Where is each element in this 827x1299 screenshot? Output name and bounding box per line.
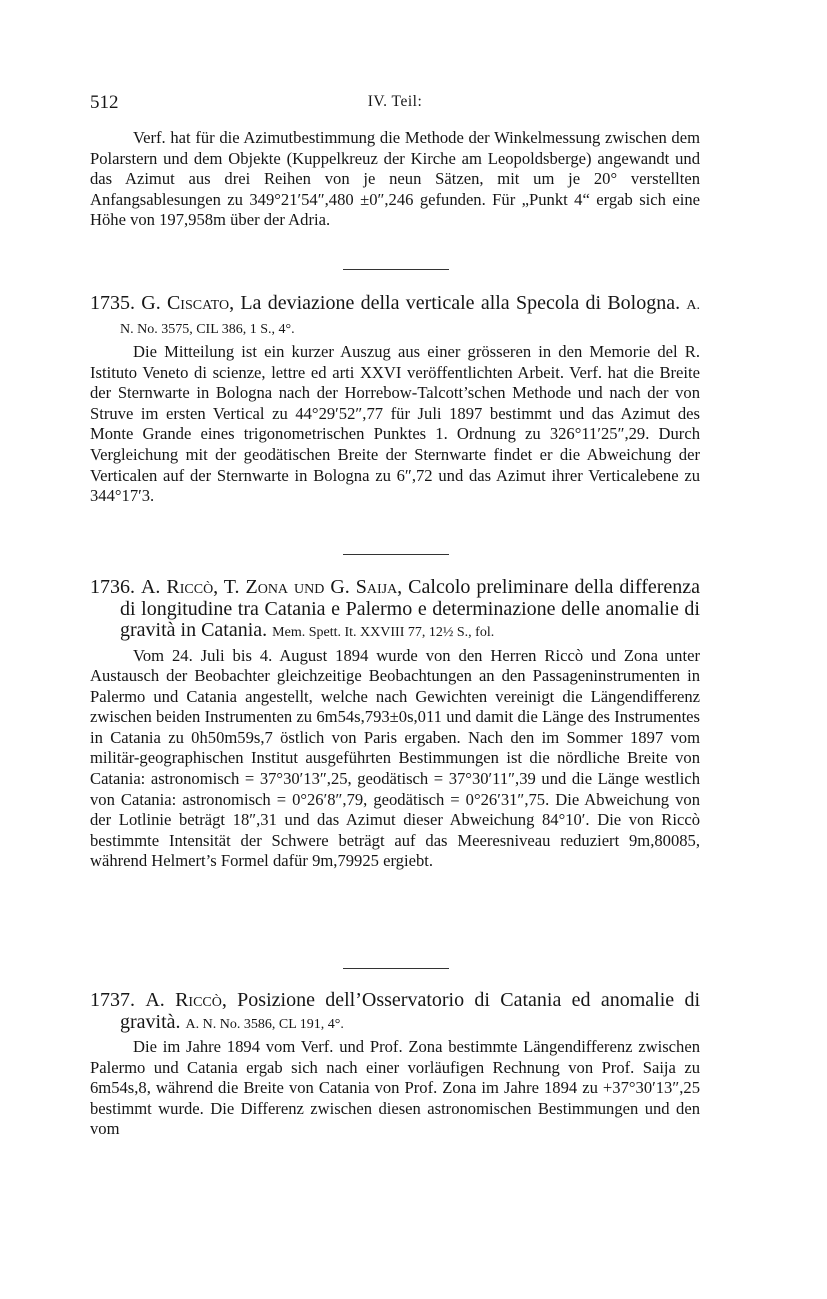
entry-authors: G. Ciscato,: [141, 292, 235, 314]
intro-paragraph: Verf. hat für die Azimutbestimmung die Methode der Winkelmessung zwischen dem Polarstern und dem Objekte (Kuppelkreuz der Kirche am Leopoldsberge) angewandt und das Azimut aus drei Reihen von je neun Sätzen, mit um je 20° verstellten Anfangsablesungen zu 349°21′54″,480 ±0″,246 gefunden. Für „Punkt 4“ ergab sich eine Höhe von 197,958m über der Adria.: [90, 128, 700, 230]
entry-body: Vom 24. Juli bis 4. August 1894 wurde von den Herren Riccò und Zona unter Austausch der Beobachter gleichzeitige Beobachtungen an den Passageninstrumenten in Palermo und Catania angestellt, welche nach Gewichten vereinigt die Längendifferenz zwischen beiden Instrumenten zu 6m54s,793±0s,011 und damit die Länge des Instrumentes in Catania zu 0h50m59s,7 östlich von Paris ergaben. Nach den im Sommer 1897 vom militär-geographischen Institut ausgeführten Bestimmungen ist die nördliche Breite von Catania: astronomisch = 37°30′13″,25, geodätisch = 37°30′11″,39 und die Länge westlich von Catania: astronomisch = 0°26′8″,79, geodätisch = 0°26′31″,75. Die Abweichung von der Lotlinie beträgt 18″,31 und das Azimut dieser Abweichung 84°10′. Die von Riccò bestimmte Intensität der Schwere beträgt auf das Meeresniveau reduziert 9m,80085, während Helmert’s Formel dafür 9m,79925 ergiebt.: [90, 645, 700, 871]
entry-source: Mem. Spett. It. XXVIII 77, 12½ S., fol.: [272, 625, 495, 640]
entry-number: 1735.: [90, 292, 135, 314]
entry-1735: [90, 293, 700, 507]
entry-authors: A. Riccò, T. Zona und G. Saija,: [140, 576, 403, 598]
page-header: [90, 92, 700, 116]
entry-body: Die Mitteilung ist ein kurzer Auszug aus einer grösseren in den Memorie del R. Istituto Veneto di scienze, lettre ed arti XXVI veröffentlichten Arbeit. Verf. hat die Breite der Sternwarte in Bologna nach der Horrebow-Talcott’schen Methode und nach der von Struve im ersten Vertical zu 44°29′52″,77 für Juli 1897 bestimmt und das Azimut des Monte Grande eines trigonometrischen Punktes 1. Ordnung zu 326°11′25″,29. Durch Vergleichung mit der geodätischen Breite der Sternwarte findet er die Abweichung der Verticalen auf der Sternwarte in Bologna zu 6″,72 und das Azimut ihrer Verticalebene zu 344°17′3.: [90, 342, 700, 506]
entry-number: 1736.: [90, 576, 135, 598]
running-head: IV. Teil:: [367, 93, 423, 110]
entry-source: A. N. No. 3575, CIL 386, 1 S., 4°.: [120, 298, 701, 337]
entry-title: Calcolo preliminare della differenza di longitudine tra Catania e Palermo e determinazione delle anomalie di gravità in Catania.: [120, 576, 701, 641]
entry-1737: [90, 990, 700, 1140]
entry-body: Die im Jahre 1894 vom Verf. und Prof. Zona bestimmte Längendifferenz zwischen Palermo und Catania ergab sich nach einer vorläufigen Rechnung von Prof. Saija zu 6m54s,8, während die Breite von Catania von Prof. Zona im Jahre 1894 zu +37°30′13″,25 bestimmt wurde. Die Differenz zwischen diesen astronomischen Bestimmungen und den vom: [90, 1037, 700, 1139]
separator-rule: [343, 554, 449, 555]
separator-rule: [343, 269, 449, 270]
entry-authors: A. Riccò,: [145, 989, 227, 1011]
entry-1736: [90, 577, 700, 872]
entry-title: La deviazione della verticale alla Specola di Bologna.: [240, 292, 681, 314]
entry-number: 1737.: [90, 989, 135, 1011]
entry-heading: [90, 293, 700, 340]
entry-heading: [90, 577, 700, 644]
separator-rule: [343, 968, 449, 969]
entry-source: A. N. No. 3586, CL 191, 4°.: [185, 1016, 344, 1032]
page-number: 512: [90, 92, 119, 113]
entry-heading: [90, 990, 700, 1035]
entry-title: Posizione dell’Osservatorio di Catania ed anomalie di gravità.: [120, 989, 701, 1033]
